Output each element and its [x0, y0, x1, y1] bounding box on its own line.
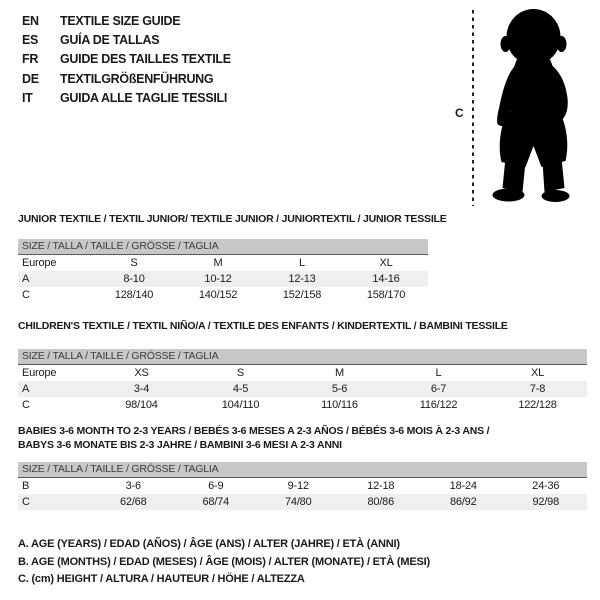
lang-label: GUÍA DE TALLAS [60, 33, 160, 48]
row-label: A [22, 273, 30, 285]
size-cell: M [335, 367, 344, 379]
age-cell: 5-6 [331, 383, 348, 395]
size-cell: XL [530, 367, 545, 379]
lang-code: IT [22, 90, 33, 105]
age-cell: 7-8 [529, 383, 546, 395]
age-cell: 6-9 [208, 480, 224, 492]
height-cell: 98/104 [125, 399, 158, 411]
footnote-a: A. AGE (YEARS) / EDAD (AÑOS) / ÂGE (ANS) / ALTER (JAHRE) / ETÀ (ANNI) [18, 538, 400, 550]
lang-row-en [22, 12, 231, 31]
row-label: Europe [22, 367, 57, 379]
height-cell: 86/92 [449, 496, 477, 508]
height-cell: 80/86 [367, 496, 395, 508]
lang-label: TEXTILGRÖßENFÜHRUNG [60, 71, 214, 86]
table-row [18, 494, 587, 510]
lang-row-es [22, 31, 231, 50]
height-cell: 62/68 [119, 496, 147, 508]
height-cell: 110/116 [321, 399, 358, 411]
size-cell: XS [134, 367, 149, 379]
size-header: SIZE / TALLA / TAILLE / GRÖSSE / TAGLIA [18, 239, 428, 255]
age-cell: 12-18 [367, 480, 395, 492]
table-row [18, 271, 428, 287]
height-cell: 128/140 [114, 289, 154, 301]
height-measure-dashed-line [472, 10, 474, 206]
height-cell: 116/122 [419, 399, 458, 411]
size-cell: S [236, 367, 245, 379]
babies-table-title-line1: BABIES 3-6 MONTH TO 2-3 YEARS / BEBÉS 3-6 MESES A 2-3 AÑOS / BÉBÉS 3-6 MOIS À 2-3 ANS / [18, 425, 490, 437]
footnote-b: B. AGE (MONTHS) / EDAD (MESES) / ÂGE (MOIS) / ALTER (MONATE) / ETÀ (MESI) [18, 555, 430, 568]
age-cell: 12-13 [288, 273, 316, 285]
age-cell: 4-5 [232, 383, 249, 395]
lang-row-it [22, 89, 231, 108]
lang-label: TEXTILE SIZE GUIDE [60, 14, 181, 28]
height-cell: 152/158 [282, 289, 322, 301]
size-cell: M [213, 257, 223, 269]
height-cell: 122/128 [518, 399, 557, 411]
toddler-silhouette [481, 6, 587, 206]
lang-code: DE [22, 71, 39, 86]
age-cell: 8-10 [123, 273, 145, 285]
height-cell: 140/152 [198, 289, 238, 301]
table-row [18, 255, 428, 271]
row-label: B [22, 480, 30, 492]
children-table [18, 349, 587, 413]
lang-code: EN [22, 14, 39, 28]
table-row [18, 381, 587, 397]
lang-label: GUIDE DES TAILLES TEXTILE [60, 52, 231, 67]
children-table-title: CHILDREN'S TEXTILE / TEXTIL NIÑO/A / TEXTILE DES ENFANTS / KINDERTEXTIL / BAMBINI TESSILE [18, 320, 508, 332]
age-cell: 6-7 [430, 383, 447, 395]
size-cell: S [130, 257, 138, 269]
age-cell: 9-12 [287, 480, 309, 492]
height-cell: 104/110 [221, 399, 260, 411]
size-cell: L [299, 257, 305, 269]
size-cell: XL [379, 257, 393, 269]
age-cell: 18-24 [449, 480, 477, 492]
height-cell: 68/74 [202, 496, 230, 508]
lang-row-fr [22, 50, 231, 69]
row-label: Europe [22, 257, 57, 269]
height-measure-label: C [455, 106, 464, 120]
lang-code: FR [22, 52, 39, 67]
row-label: C [22, 399, 30, 411]
row-label: C [22, 289, 30, 301]
row-label: C [22, 496, 30, 508]
lang-code: ES [22, 33, 39, 48]
language-title-list [22, 12, 231, 108]
table-row [18, 287, 428, 303]
age-cell: 14-16 [372, 273, 400, 285]
table-row [18, 365, 587, 381]
babies-table-title [18, 424, 583, 452]
row-label: A [22, 383, 30, 395]
height-cell: 92/98 [532, 496, 560, 508]
junior-table-title: JUNIOR TEXTILE / TEXTIL JUNIOR/ TEXTILE JUNIOR / JUNIORTEXTIL / JUNIOR TESSILE [18, 213, 447, 225]
age-cell: 3-4 [133, 383, 150, 395]
junior-table [18, 239, 428, 303]
lang-row-de [22, 70, 231, 89]
size-cell: L [435, 367, 442, 379]
age-cell: 10-12 [204, 273, 232, 285]
table-row [18, 478, 587, 494]
height-cell: 158/170 [366, 289, 406, 301]
table-row [18, 397, 587, 413]
babies-table [18, 462, 587, 510]
age-cell: 3-6 [125, 480, 141, 492]
size-header: SIZE / TALLA / TAILLE / GRÖSSE / TAGLIA [18, 349, 587, 365]
footnotes [18, 536, 430, 589]
age-cell: 24-36 [532, 480, 560, 492]
babies-table-title-line2: BABYS 3-6 MONATE BIS 2-3 JAHRE / BAMBINI 3-6 MESI A 2-3 ANNI [18, 439, 342, 451]
size-header: SIZE / TALLA / TAILLE / GRÖSSE / TAGLIA [18, 462, 587, 478]
lang-label: GUIDA ALLE TAGLIE TESSILI [60, 90, 228, 105]
height-cell: 74/80 [284, 496, 312, 508]
footnote-c: C. (cm) HEIGHT / ALTURA / HAUTEUR / HÖHE / ALTEZZA [18, 573, 305, 585]
